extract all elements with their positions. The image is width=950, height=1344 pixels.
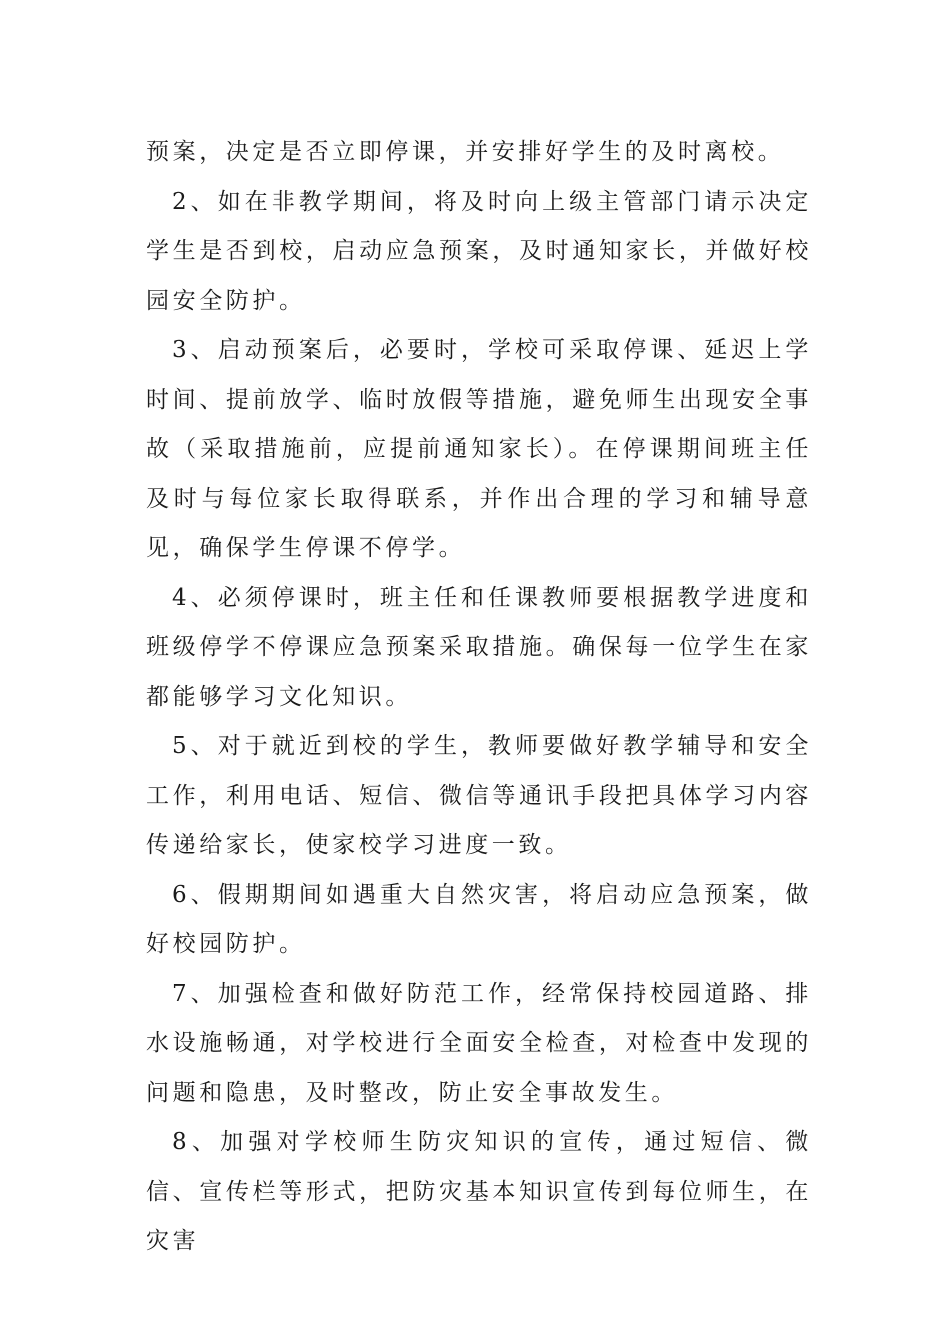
paragraph-item-8: 8、加强对学校师生防灾知识的宣传，通过短信、微信、宣传栏等形式，把防灾基本知识宣传到每位师生，在灾害 xyxy=(146,1129,812,1254)
paragraph-item-5: 5、对于就近到校的学生，教师要做好教学辅导和安全工作，利用电话、短信、微信等通讯手段把具体学习内容传递给家长，使家校学习进度一致。 xyxy=(146,733,812,858)
paragraph-continuation: 预案，决定是否立即停课，并安排好学生的及时离校。 xyxy=(146,139,785,165)
paragraph-item-2: 2、如在非教学期间，将及时向上级主管部门请示决定学生是否到校，启动应急预案，及时通知家长，并做好校园安全防护。 xyxy=(146,188,812,314)
paragraph-item-6: 6、假期期间如遇重大自然灾害，将启动应急预案，做好校园防护。 xyxy=(146,881,812,957)
document-body xyxy=(146,128,812,1267)
paragraph-item-4: 4、必须停课时，班主任和任课教师要根据教学进度和班级停学不停课应急预案采取措施。确保每一位学生在家都能够学习文化知识。 xyxy=(146,584,812,710)
paragraph-item-3: 3、启动预案后，必要时，学校可采取停课、延迟上学时间、提前放学、临时放假等措施，避免师生出现安全事故（采取措施前，应提前通知家长）。在停课期间班主任及时与每位家长取得联系，并作出合理的学习和辅导意见，确保学生停课不停学。 xyxy=(146,337,812,561)
paragraph-item-7: 7、加强检查和做好防范工作，经常保持校园道路、排水设施畅通，对学校进行全面安全检查，对检查中发现的问题和隐患，及时整改，防止安全事故发生。 xyxy=(146,980,812,1106)
